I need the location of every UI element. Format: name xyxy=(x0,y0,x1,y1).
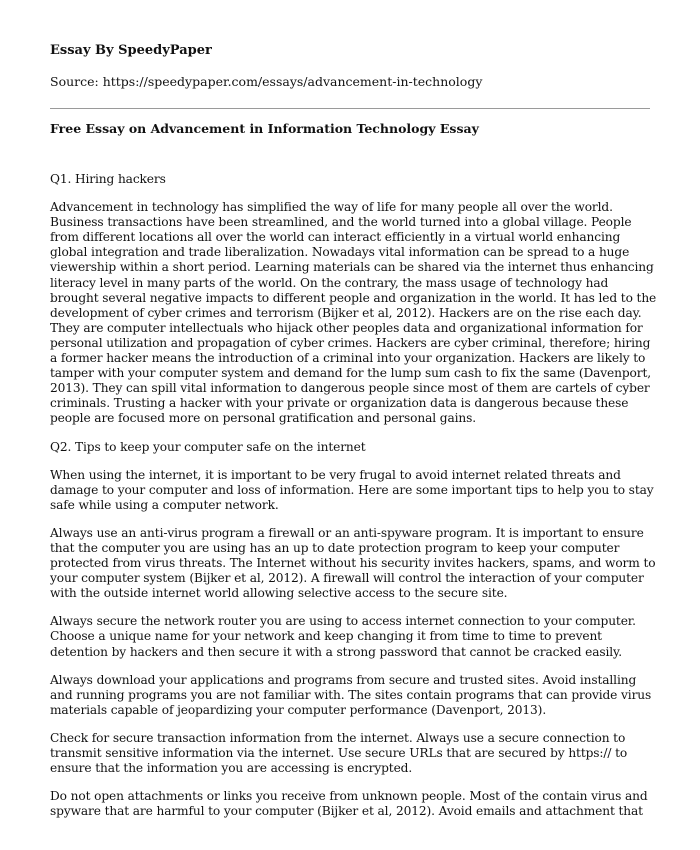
paragraph: Check for secure transaction information from the internet. Always use a secure connection to transmit sensitive information via the internet. Use secure URLs that are secured by https:// to ensure that the information you are accessing is encrypted. xyxy=(50,730,628,776)
paragraph: Always download your applications and programs from secure and trusted sites. Avoid installing and running programs you are not familiar with. The sites contain programs that can provide virus materials capable of jeopardizing your computer performance (Davenport, 2013). xyxy=(50,672,652,717)
paragraph: Advancement in technology has simplified the way of life for many people all over the world. Business transactions have been streamlined, and the world turned into a global village. People from different locations all over the world can interact efficiently in a virtual world enhancing global integration and trade liberalization. Nowadays vital information can be spread to a huge viewership within a short period. Learning materials can be shared via the internet thus enhancing literacy level in many parts of the world. On the contrary, the mass usage of technology had brought several negative impacts to different people and organization in the world. It has led to the development of cyber crimes and terrorism (Bijker et al, 2012). Hackers are on the rise each day. They are computer intellectuals who hijack other peoples data and organizational information for personal utilization and propagation of cyber crimes. Hackers are cyber criminal, therefore; hiring a former hacker means the introduction of a criminal into your organization. Hackers are likely to tamper with your computer system and demand for the lump sum cash to fix the same (Davenport, 2013). They can spill vital information to dangerous people since most of them are cartels of cyber criminals. Trusting a hacker with your private or organization data is dangerous because these people are focused more on personal gratification and personal gains. xyxy=(50,200,657,426)
paragraph: When using the internet, it is important to be very frugal to avoid internet related threats and damage to your computer and loss of information. Here are some important tips to help you to stay safe while using a computer network. xyxy=(50,467,654,512)
paragraph: Always secure the network router you are using to access internet connection to your computer. Choose a unique name for your network and keep changing it from time to time to prevent detention by hackers and then secure it with a strong password that cannot be cracked easily. xyxy=(50,614,636,659)
header-divider xyxy=(50,108,650,109)
essay-title: Free Essay on Advancement in Information Technology Essay xyxy=(50,121,479,136)
source-url[interactable]: Source: https://speedypaper.com/essays/advancement-in-technology xyxy=(50,74,483,89)
section-heading-q2: Q2. Tips to keep your computer safe on the internet xyxy=(50,439,366,454)
paragraph: Do not open attachments or links you receive from unknown people. Most of the contain virus and spyware that are harmful to your computer (Bijker et al, 2012). Avoid emails and attachment that xyxy=(50,789,648,819)
document-header-title: Essay By SpeedyPaper xyxy=(50,43,212,58)
section-heading-q1: Q1. Hiring hackers xyxy=(50,172,166,186)
essay-body xyxy=(50,172,660,832)
paragraph: Always use an anti-virus program a firewall or an anti-spyware program. It is important to ensure that the computer you are using has an up to date protection program to keep your computer protected from virus threats. The Internet without his security invites hackers, spams, and worm to your computer system (Bijker et al, 2012). A firewall will control the interaction of your computer with the outside internet world allowing selective access to the secure site. xyxy=(50,525,656,601)
